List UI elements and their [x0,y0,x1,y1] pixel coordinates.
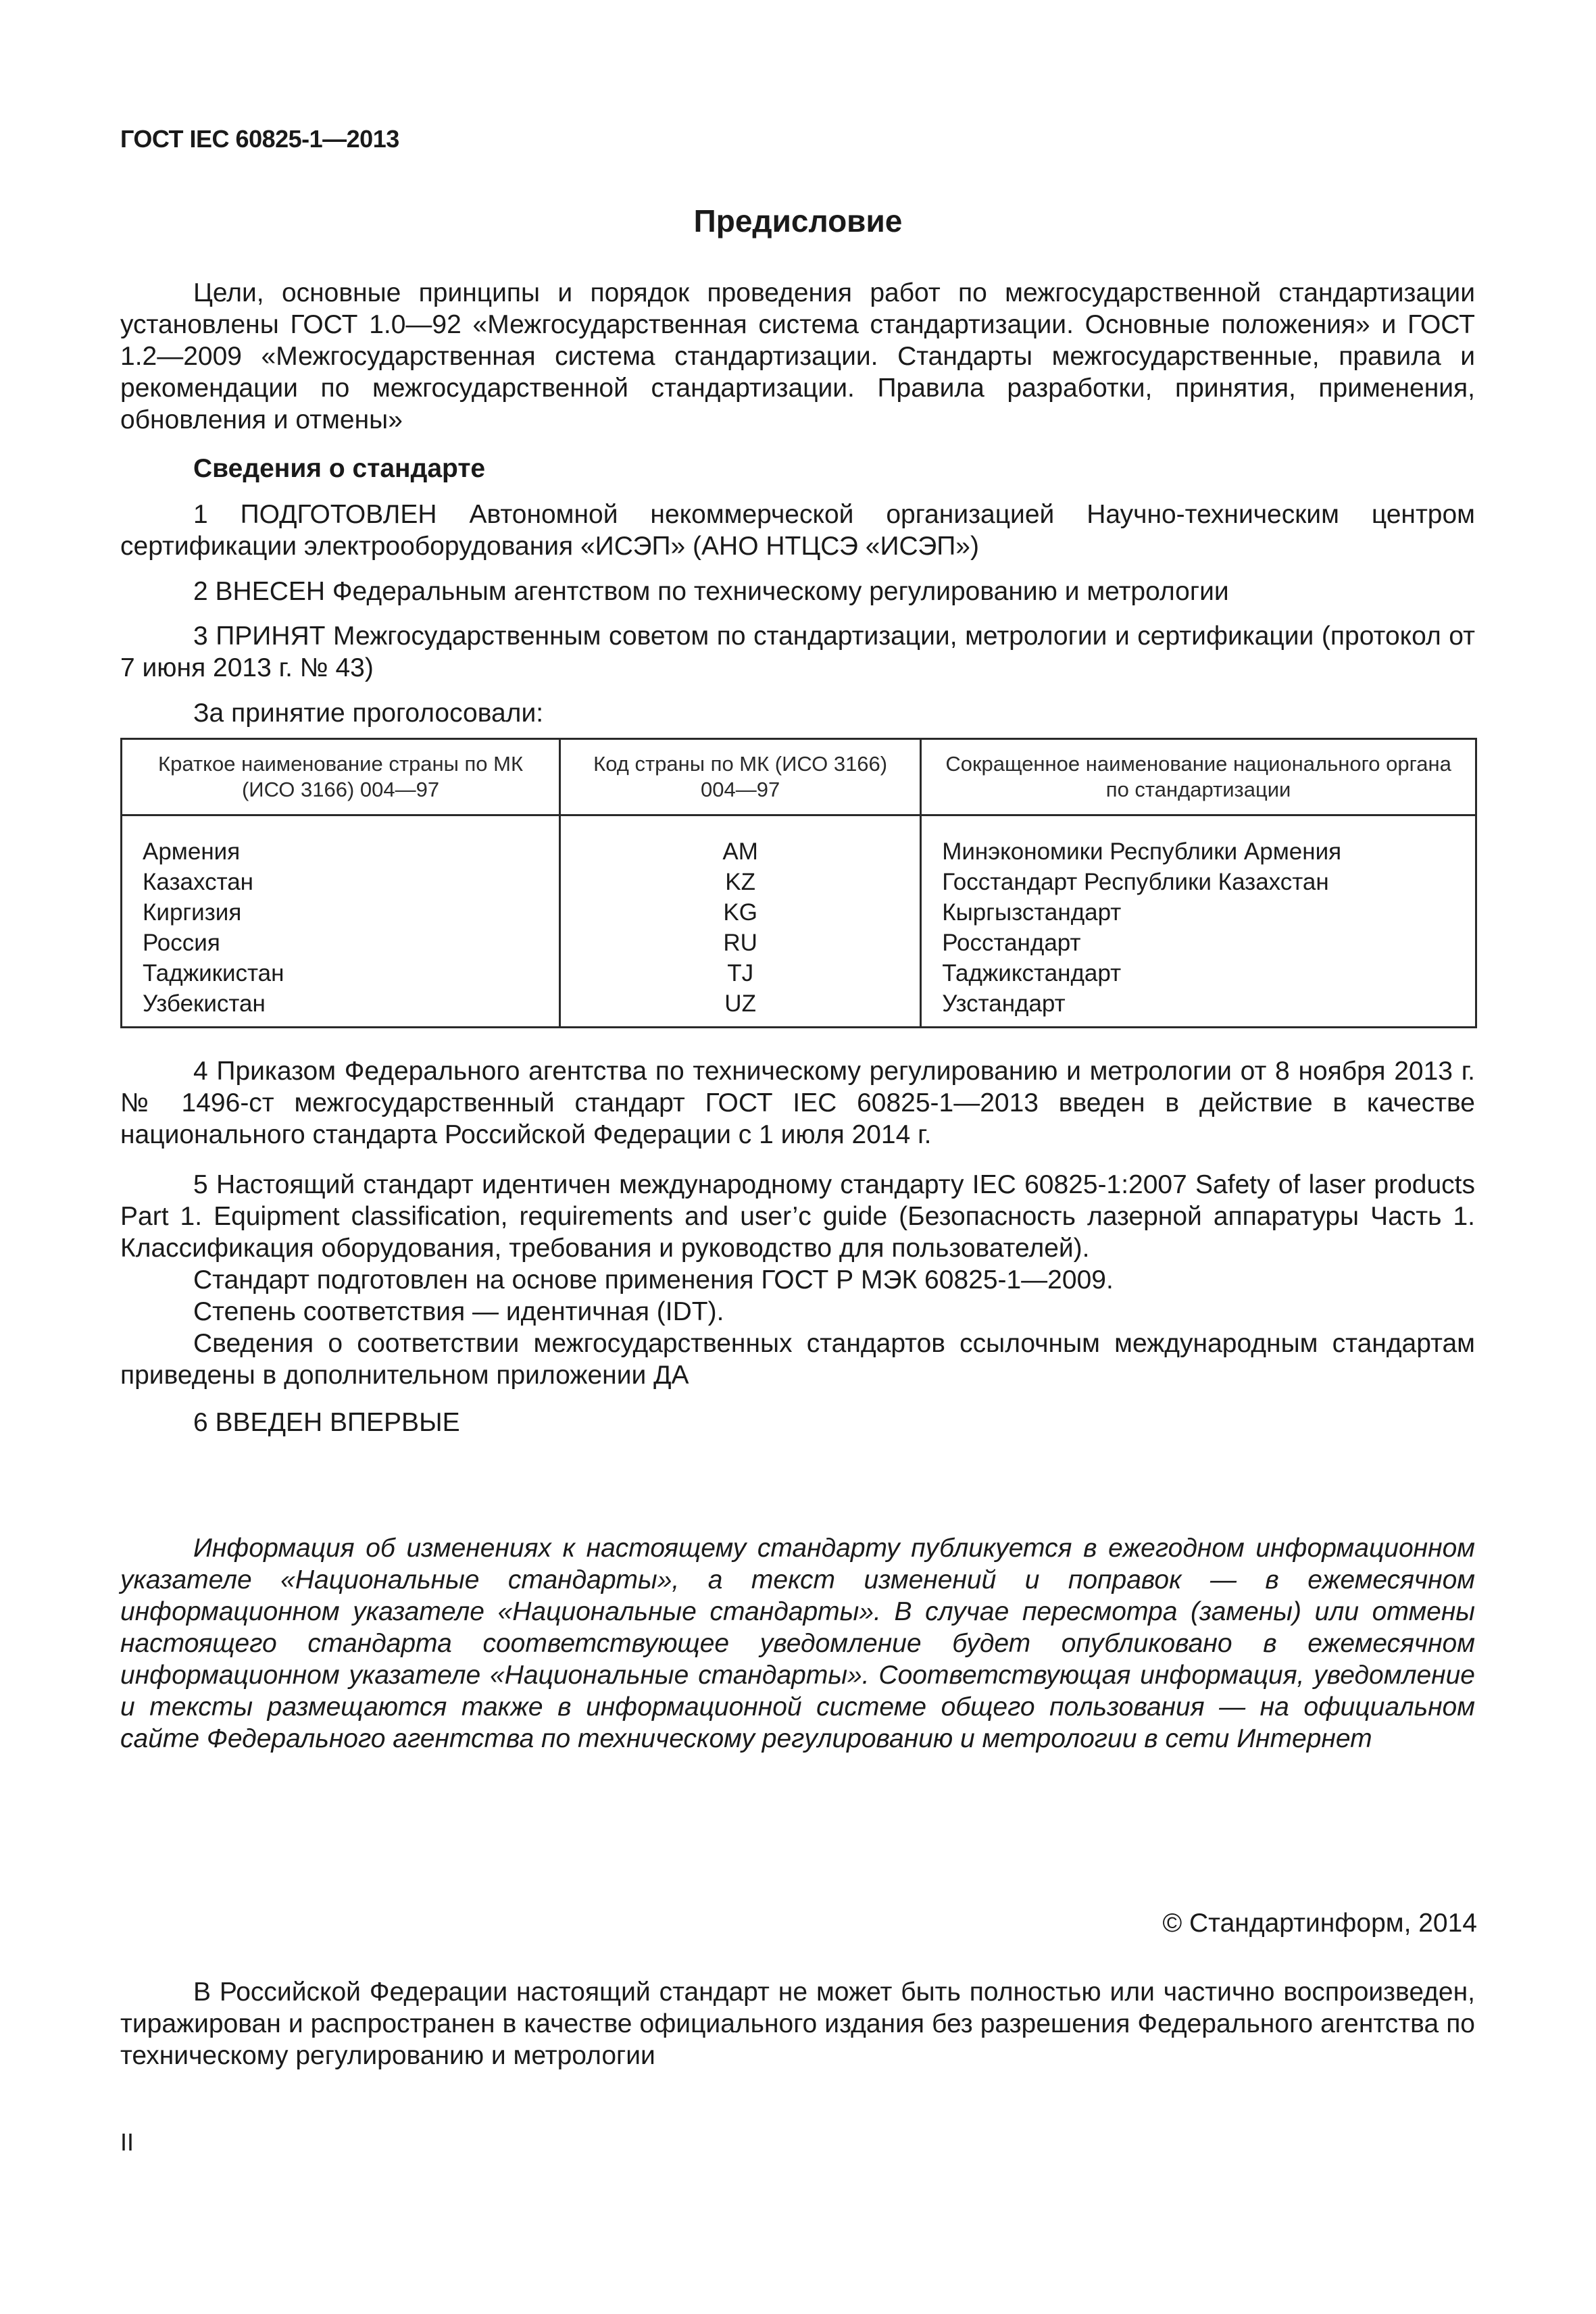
country-name: Киргизия [143,899,242,926]
item-6-first-introduced: 6 ВВЕДЕН ВПЕРВЫЕ [193,1408,460,1437]
voting-countries-table [120,738,1477,1028]
table-body-row [122,815,1476,1028]
standards-body: Кыргызстандарт [942,899,1122,926]
country-column [122,815,560,1028]
document-id-header: ГОСТ IEC 60825-1—2013 [120,125,399,153]
standards-body: Узстандарт [942,990,1066,1017]
country-name: Узбекистан [143,990,266,1017]
item-3-adopted: 3 ПРИНЯТ Межгосударственным советом по стандартизации, метрологии и сертификации (протокол от 7 июня 2013 г. № 43) [120,622,1475,682]
reproduction-rights-note: В Российской Федерации настоящий стандарт не может быть полностью или частично воспроизведен, тиражирован и распространен в качестве официального издания без разрешения Федерального агентства по техническому регулированию и метрологии [120,1978,1475,2070]
vote-label: За принятие проголосовали: [193,699,544,728]
country-code: AM [722,838,758,865]
code-column [560,815,921,1028]
standards-body: Минэкономики Республики Армения [942,838,1342,865]
country-code: TJ [727,960,754,986]
standards-body: Госстандарт Республики Казахстан [942,869,1329,895]
page-title: Предисловие [693,203,903,238]
item-5-basis: Стандарт подготовлен на основе применения ГОСТ Р МЭК 60825-1—2009. [193,1265,1114,1294]
item-2-introduced: 2 ВНЕСЕН Федеральным агентством по техническому регулированию и метрологии [193,577,1229,606]
standards-body: Росстандарт [942,930,1081,956]
intro-paragraph: Цели, основные принципы и порядок проведения работ по межгосударственной стандартизации установлены ГОСТ 1.0—92 «Межгосударственная система стандартизации. Основные положения» и ГОСТ 1.2—2009 «Межгосударственная система стандартизации. Стандарты межгосударственные, правила и рекомендации по межгосударственной стандартизации. Правила разработки, принятия, применения, обновления и отмены» [120,278,1475,434]
country-code: UZ [724,990,756,1017]
changes-info-note: Информация об изменениях к настоящему стандарту публикуется в ежегодном информационном указателе «Национальные стандарты», а текст изменений и поправок — в ежемесячном информационном указателе «Национальные стандарты». В случае пересмотра (замены) или отмены настоящего стандарта соответствующее уведомление будет опубликовано в ежемесячном информационном указателе «Национальные стандарты». Соответствующая информация, уведомление и тексты размещаются также в информационной системе общего пользования — на официальном сайте Федерального агентства по техническому регулированию и метрологии в сети Интернет [120,1534,1475,1753]
standards-body-column [921,815,1476,1028]
column-header-body: Сокращенное наименование национального органа по стандартизации [921,739,1476,815]
country-name: Армения [143,838,241,865]
item-1-prepared: 1 ПОДГОТОВЛЕН Автономной некоммерческой организацией Научно-техническим центром сертификации электрооборудования «ИСЭП» (АНО НТЦСЭ «ИСЭП») [120,500,1475,561]
copyright-notice: © Стандартинформ, 2014 [1162,1909,1477,1938]
item-5-identical: 5 Настоящий стандарт идентичен международному стандарту IEC 60825-1:2007 Safety of laser products Part 1. Equipment classification, requirements and user’c guide (Безопасность лазерной аппаратуры Часть 1. Классификация оборудования, требования и руководство для пользователей). [120,1170,1475,1263]
country-name: Таджикистан [143,960,284,986]
country-code: KG [723,899,757,926]
country-name: Казахстан [143,869,254,895]
country-name: Россия [143,930,220,956]
standards-body: Таджикстандарт [942,960,1122,986]
section-heading: Сведения о стандарте [193,454,486,483]
table-header-row [122,739,1476,815]
column-header-country: Краткое наименование страны по МК (ИСО 3166) 004—97 [122,739,560,815]
item-5-references: Сведения о соответствии межгосударственных стандартов ссылочным международным стандартам приведены в дополнительном приложении ДА [120,1329,1475,1390]
item-4-order: 4 Приказом Федерального агентства по техническому регулированию и метрологии от 8 ноября 2013 г. № 1496-ст межгосударственный стандарт ГОСТ IEC 60825-1—2013 введен в действие в качестве национального стандарта Российской Федерации с 1 июля 2014 г. [120,1057,1475,1149]
country-code: KZ [725,869,755,895]
column-header-code: Код страны по МК (ИСО 3166) 004—97 [560,739,921,815]
page-number: II [120,2128,134,2156]
item-5-degree: Степень соответствия — идентичная (IDT). [193,1297,724,1326]
country-code: RU [723,930,757,956]
